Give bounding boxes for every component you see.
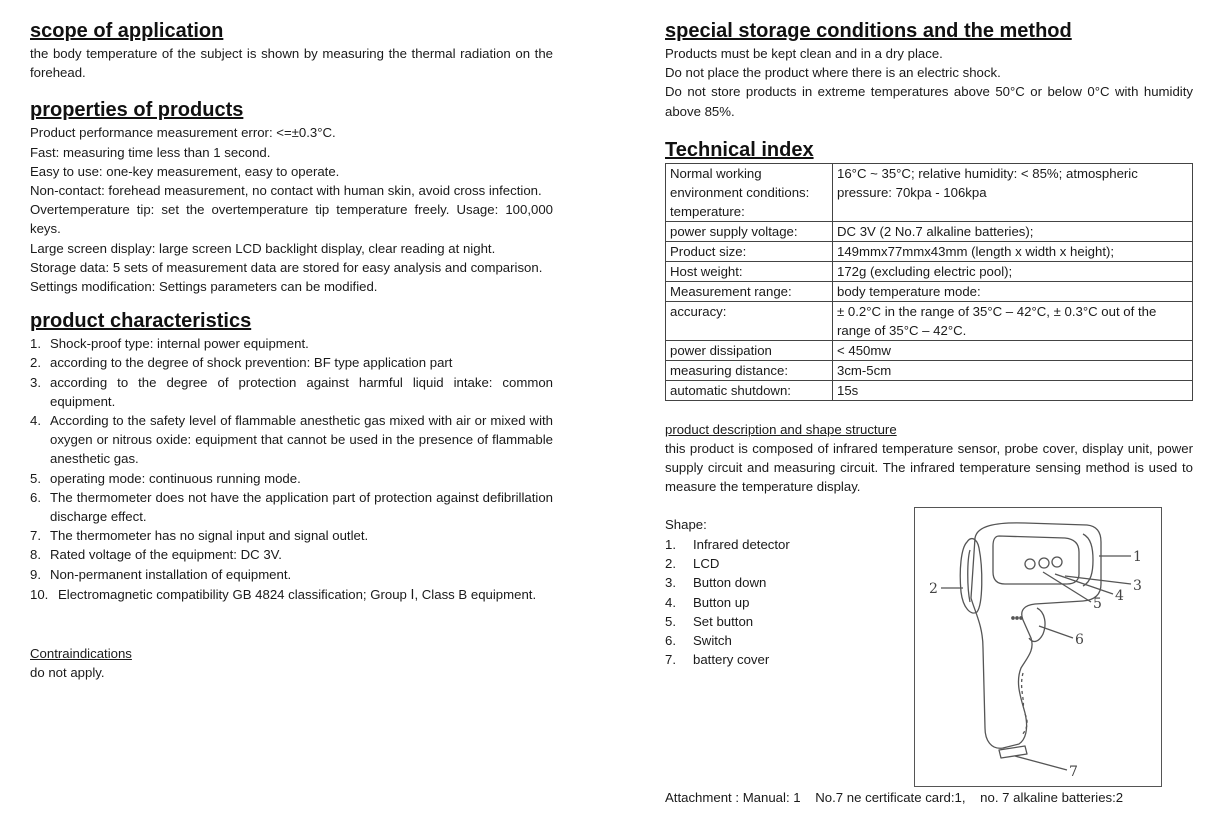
- list-item: 2. according to the degree of shock prevention: BF type application part: [30, 355, 453, 371]
- callout-7: 7: [1069, 764, 1078, 780]
- table-value: 15s: [833, 380, 1193, 400]
- callout-2: 2: [929, 581, 938, 597]
- table-value: ± 0.2°C in the range of 35°C – 42°C, ± 0.3°C out of the range of 35°C – 42°C.: [833, 301, 1193, 340]
- technical-table: [665, 163, 1193, 401]
- table-key: accuracy:: [666, 301, 833, 340]
- contraindications-text: do not apply.: [30, 664, 105, 680]
- attachment-line: Attachment : Manual: 1 No.7 ne certificate card:1, no. 7 alkaline batteries:2: [665, 790, 1124, 805]
- table-row: [666, 281, 1193, 301]
- description-heading: product description and shape structure: [665, 421, 897, 437]
- technical-heading: Technical index: [665, 138, 814, 161]
- scope-text: the body temperature of the subject is shown by measuring the thermal radiation on the forehead.: [30, 46, 553, 81]
- table-value: 172g (excluding electric pool);: [833, 261, 1193, 281]
- table-row: [666, 340, 1193, 360]
- property-line: Storage data: 5 sets of measurement data are stored for easy analysis and comparison.: [30, 259, 543, 275]
- shape-label: Shape:: [665, 517, 707, 533]
- property-line: Non-contact: forehead measurement, no contact with human skin, avoid cross infection.: [30, 183, 542, 199]
- property-line: Overtemperature tip: set the overtemperature tip temperature freely. Usage: 100,000 keys.: [30, 202, 553, 237]
- description-text: this product is composed of infrared temperature sensor, probe cover, display unit, power supply circuit and measuring circuit. The infrared temperature sensing method is used to measure the temperature display.: [665, 440, 1193, 495]
- table-key: Measurement range:: [666, 281, 833, 301]
- list-item: 9. Non-permanent installation of equipment.: [30, 566, 292, 582]
- left-column: [30, 18, 553, 682]
- table-value: DC 3V (2 No.7 alkaline batteries);: [833, 221, 1193, 241]
- property-line: Easy to use: one-key measurement, easy to operate.: [30, 163, 340, 179]
- storage-line: Do not place the product where there is an electric shock.: [665, 65, 1001, 81]
- list-item: 7. The thermometer has no signal input and signal outlet.: [30, 528, 369, 544]
- list-item: 10. Electromagnetic compatibility GB 4824 classification; Group Ⅰ, Class B equipment.: [30, 586, 537, 602]
- table-row: [666, 380, 1193, 400]
- list-item: 4. Button up: [665, 594, 750, 610]
- list-item: 1. Shock-proof type: internal power equipment.: [30, 336, 309, 352]
- storage-line: Do not store products in extreme temperatures above 50°C or below 0°C with humidity above 85%.: [665, 84, 1193, 119]
- list-item: 2. LCD: [665, 555, 720, 571]
- callout-6: 6: [1075, 632, 1084, 648]
- callout-5: 5: [1093, 596, 1102, 612]
- list-item: 5. Set button: [665, 613, 754, 629]
- table-key: measuring distance:: [666, 360, 833, 380]
- table-row: [666, 221, 1193, 241]
- property-line: Settings modification: Settings parameters can be modified.: [30, 279, 378, 295]
- callout-4: 4: [1115, 588, 1124, 604]
- table-key: automatic shutdown:: [666, 380, 833, 400]
- property-line: Fast: measuring time less than 1 second.: [30, 144, 271, 160]
- table-key: power supply voltage:: [666, 221, 833, 241]
- list-item: 1. Infrared detector: [665, 536, 790, 552]
- list-item: 3. according to the degree of protection against harmful liquid intake: common equipment.: [30, 374, 553, 409]
- table-row: [666, 241, 1193, 261]
- table-value: 3cm-5cm: [833, 360, 1193, 380]
- storage-line: Products must be kept clean and in a dry place.: [665, 46, 943, 61]
- table-row: [666, 301, 1193, 340]
- thermometer-drawing: [915, 508, 1161, 786]
- table-row: [666, 163, 1193, 221]
- table-value: body temperature mode:: [833, 281, 1193, 301]
- table-value: 16°C ~ 35°C; relative humidity: < 85%; atmospheric pressure: 70kpa - 106kpa: [833, 163, 1193, 221]
- table-key: power dissipation: [666, 340, 833, 360]
- list-item: 4. According to the safety level of flammable anesthetic gas mixed with air or mixed with oxygen or nitrous oxide: equipment that cannot be used in the presence of flammable anesthetic gas.: [30, 413, 553, 467]
- table-row: [666, 360, 1193, 380]
- table-value: 149mmx77mmx43mm (length x width x height);: [833, 241, 1193, 261]
- table-key: Product size:: [666, 241, 833, 261]
- callout-3: 3: [1133, 578, 1142, 594]
- table-key: Host weight:: [666, 261, 833, 281]
- thermometer-figure: [914, 507, 1162, 787]
- properties-heading: properties of products: [30, 99, 244, 122]
- list-item: 7. battery cover: [665, 652, 770, 668]
- callout-1: 1: [1133, 549, 1142, 565]
- characteristics-list: [30, 334, 553, 606]
- property-line: Product performance measurement error: <=±0.3°C.: [30, 125, 336, 141]
- list-item: 6. Switch: [665, 633, 732, 649]
- list-item: 5. operating mode: continuous running mode.: [30, 470, 301, 486]
- list-item: 3. Button down: [665, 575, 767, 591]
- scope-heading: scope of application: [30, 20, 224, 42]
- list-item: 8. Rated voltage of the equipment: DC 3V.: [30, 547, 282, 563]
- table-value: < 450mw: [833, 340, 1193, 360]
- characteristics-heading: product characteristics: [30, 310, 252, 333]
- storage-heading: special storage conditions and the method: [665, 20, 1072, 42]
- list-item: 6. The thermometer does not have the application part of protection against defibrillation discharge effect.: [30, 489, 553, 525]
- table-key: Normal working environment conditions: temperature:: [666, 163, 833, 221]
- table-row: [666, 261, 1193, 281]
- contraindications-heading: Contraindications: [30, 645, 132, 661]
- property-line: Large screen display: large screen LCD backlight display, clear reading at night.: [30, 240, 496, 256]
